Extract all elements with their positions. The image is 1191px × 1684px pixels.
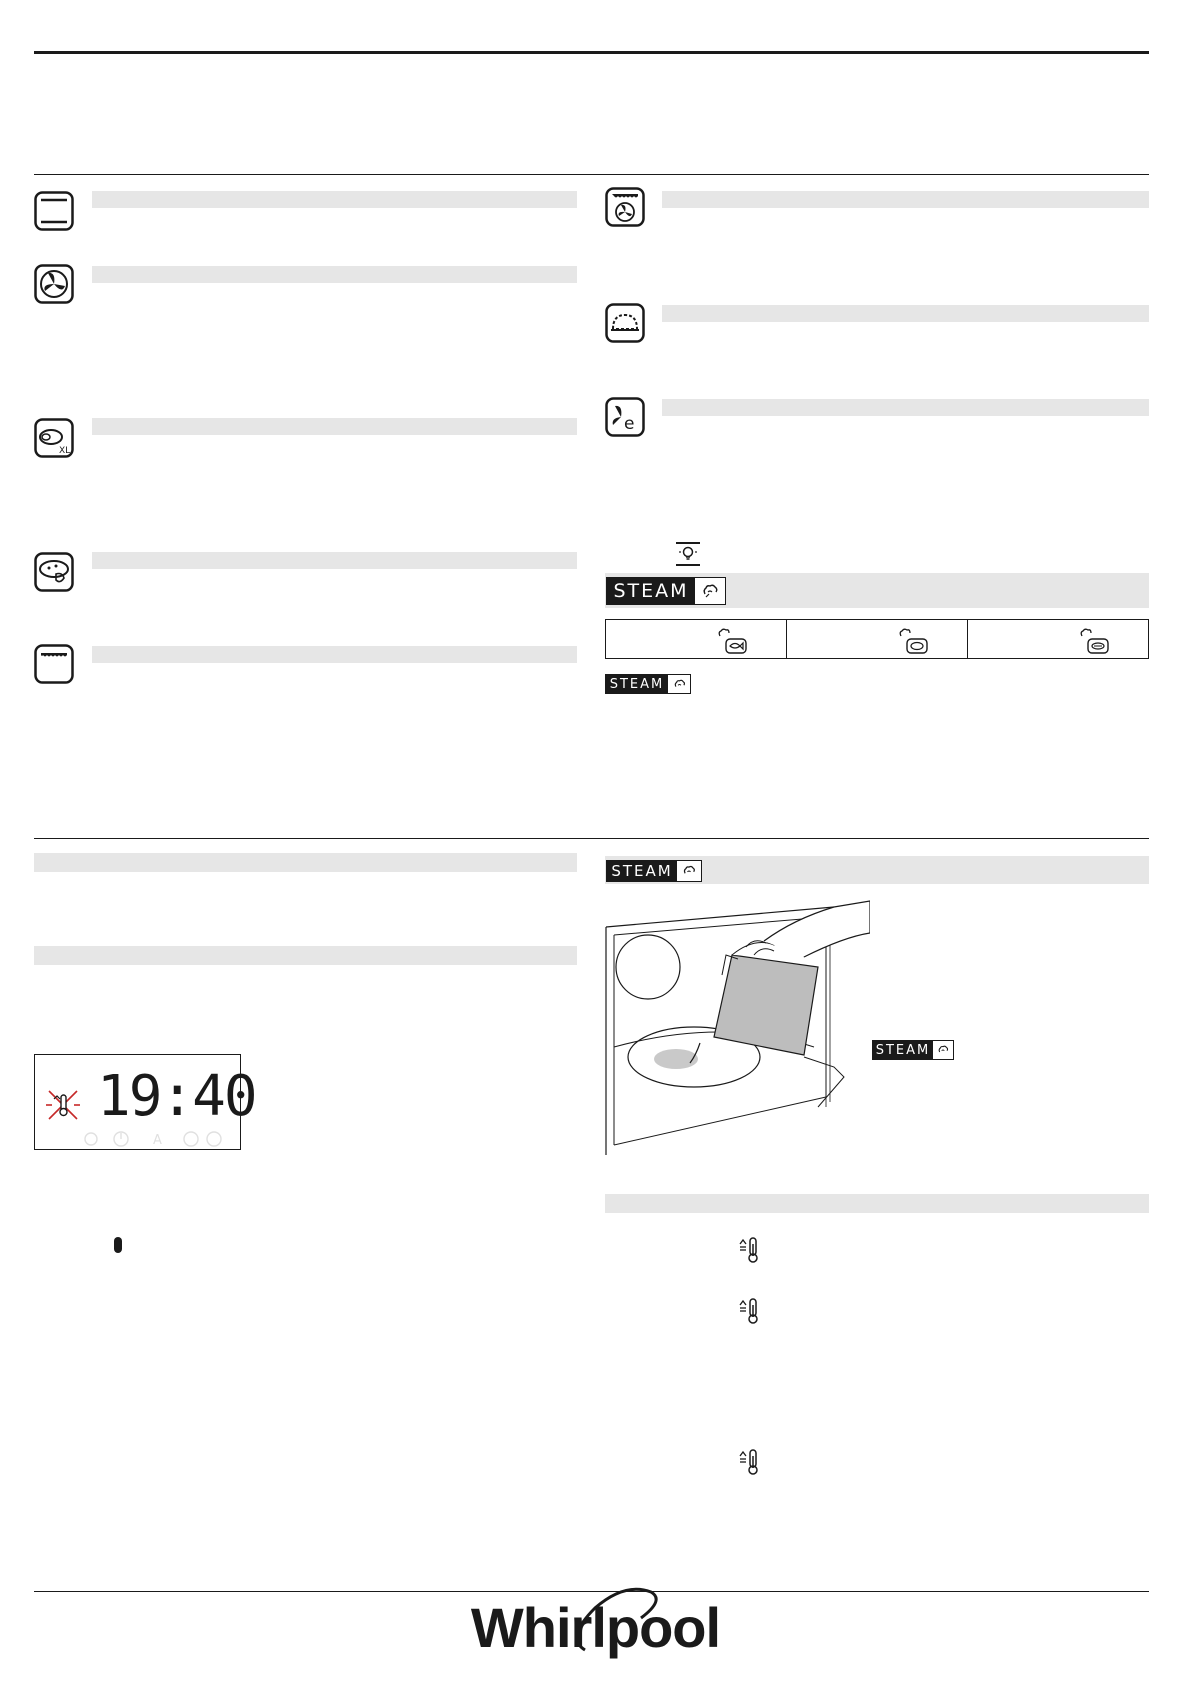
preheat-thermometer-icon: [738, 1448, 762, 1476]
steam-label: STEAM: [607, 861, 677, 881]
display-faded-icons: [79, 1129, 229, 1147]
pizza-icon: [34, 552, 74, 592]
function-title-bar: [662, 305, 1149, 322]
steam-icon: [677, 861, 701, 881]
svg-text:XL: XL: [59, 446, 71, 456]
steam-badge-large: [606, 577, 726, 605]
steam-badge-medium: [606, 860, 702, 882]
header-rule: [34, 51, 1149, 54]
steam-level-cell: [787, 620, 968, 658]
section-title-bar: [34, 946, 577, 965]
preheat-blink-icon: [43, 1085, 83, 1125]
oven-water-pouring-illustration: [604, 897, 870, 1155]
function-title-bar: [662, 399, 1149, 416]
section-rule-1: [34, 174, 1149, 175]
oven-display: [34, 1054, 256, 1150]
knob-indicator-icon: [114, 1237, 122, 1253]
function-title-bar: [92, 552, 577, 569]
steam-level-cell: [968, 620, 1148, 658]
steam-fish-icon: [716, 627, 748, 655]
fan-icon: [34, 264, 74, 304]
dough-proving-icon: [605, 303, 645, 343]
steam-level-cell: [606, 620, 787, 658]
whirlpool-logo: Whirlpool: [470, 1596, 721, 1659]
grill-fan-icon: [605, 187, 645, 227]
function-title-bar: [92, 646, 577, 663]
lamp-icon: [674, 540, 702, 568]
grill-icon: [34, 644, 74, 684]
logo-swoosh: [555, 1578, 675, 1658]
steam-icon: [933, 1041, 953, 1059]
function-title-bar: [92, 266, 577, 283]
steam-badge-small: [872, 1040, 954, 1060]
section-title-bar: [605, 1194, 1149, 1213]
function-title-bar: [92, 418, 577, 435]
steam-poultry-icon: [897, 627, 929, 655]
steam-badge-small: [605, 674, 691, 694]
preheat-thermometer-icon: [738, 1236, 762, 1264]
roast-xl-icon: [34, 418, 74, 458]
preheat-thermometer-icon: [738, 1297, 762, 1325]
steam-level-table: [605, 619, 1149, 659]
conventional-oven-icon: [34, 191, 74, 231]
steam-label: STEAM: [607, 578, 695, 604]
steam-label: STEAM: [606, 675, 668, 693]
section-rule-2: [34, 838, 1149, 839]
steam-meat-icon: [1078, 627, 1110, 655]
display-time: 19:40: [97, 1064, 256, 1129]
svg-text:e: e: [624, 414, 635, 434]
steam-label: STEAM: [873, 1041, 933, 1059]
steam-icon: [695, 578, 725, 604]
function-title-bar: [92, 191, 577, 208]
svg-text:A: A: [153, 1133, 162, 1147]
eco-fan-icon: [605, 397, 645, 437]
function-title-bar: [662, 191, 1149, 208]
section-title-bar: [34, 853, 577, 872]
steam-icon: [668, 675, 690, 693]
